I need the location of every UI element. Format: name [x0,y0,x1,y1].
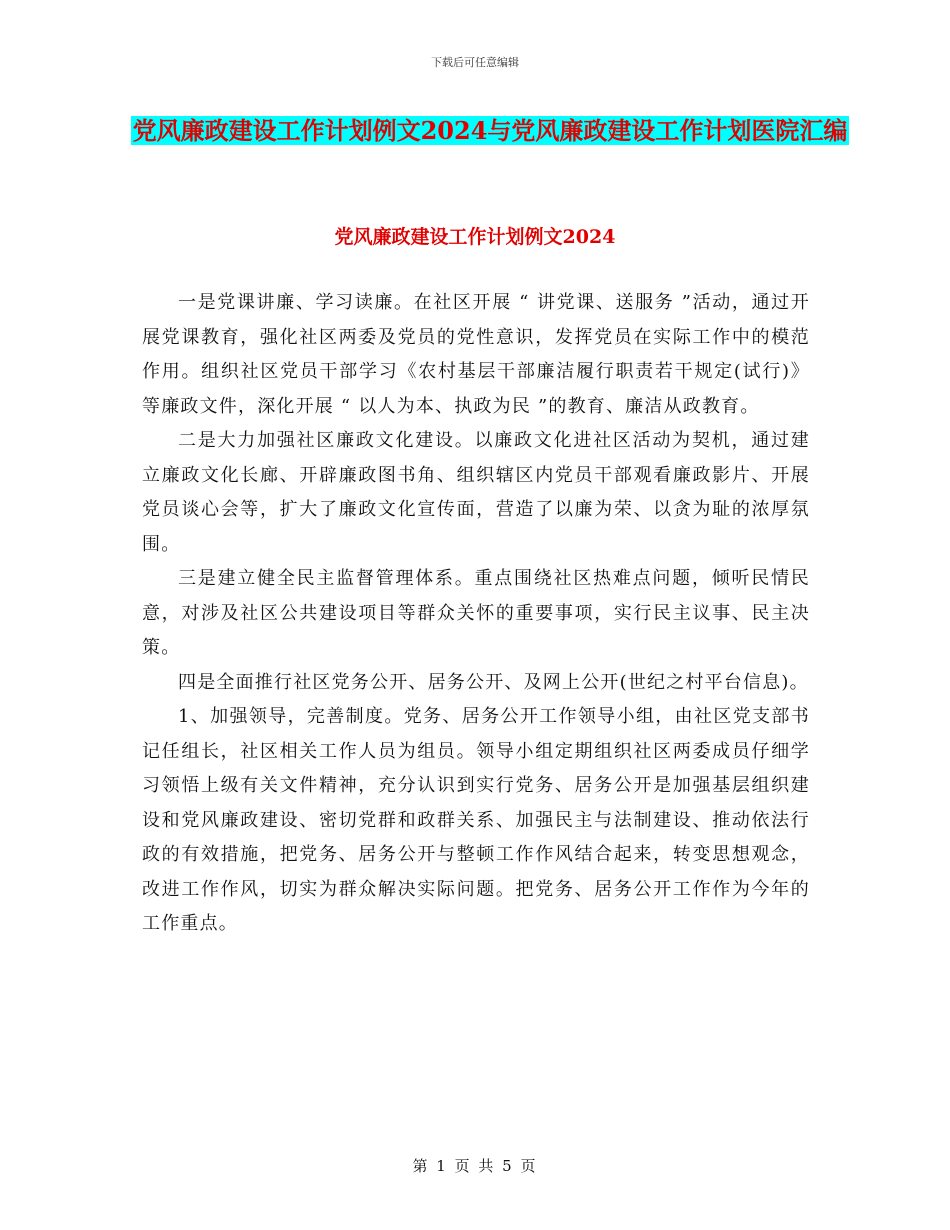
page-footer: 第 1 页 共 5 页 [412,1157,538,1175]
paragraph-3: 三是建立健全民主监督管理体系。重点围绕社区热难点问题，倾听民情民意，对涉及社区公共建设项目等群众关怀的重要事项，实行民主议事、民主决策。 [142,568,810,658]
paragraph-1: 一是党课讲廉、学习读廉。在社区开展 “ 讲党课、送服务 ”活动，通过开展党课教育，强化社区两委及党员的党性意识，发挥党员在实际工作中的模范作用。组织社区党员干部学习《农村基层干部廉洁履行职责若干规定(试行)》等廉政文件，深化开展 “ 以人为本、执政为民 ”的教育、廉洁从政教育。 [142,292,810,417]
document-title-text: 党风廉政建设工作计划例文2024与党风廉政建设工作计划医院汇编 [132,116,848,145]
paragraph-4: 四是全面推行社区党务公开、居务公开、及网上公开(世纪之村平台信息)。 [178,671,809,693]
document-body [142,286,810,942]
paragraph-2: 二是大力加强社区廉政文化建设。以廉政文化进社区活动为契机，通过建立廉政文化长廊、开辟廉政图书角、组织辖区内党员干部观看廉政影片、开展党员谈心会等，扩大了廉政文化宣传面，营造了以廉为荣、以贪为耻的浓厚氛围。 [142,430,810,555]
page-header-note: 下载后可任意编辑 [431,56,519,69]
paragraph-5: 1、加强领导，完善制度。党务、居务公开工作领导小组，由社区党支部书记任组长，社区相关工作人员为组员。领导小组定期组织社区两委成员仔细学习领悟上级有关文件精神，充分认识到实行党务、居务公开是加强基层组织建设和党风廉政建设、密切党群和政群关系、加强民主与法制建设、推动依法行政的有效措施，把党务、居务公开与整顿工作作风结合起来，转变思想观念，改进工作作风，切实为群众解决实际问题。把党务、居务公开工作作为今年的工作重点。 [142,706,810,934]
section-heading: 党风廉政建设工作计划例文2024 [334,226,616,248]
document-title [130,108,850,154]
